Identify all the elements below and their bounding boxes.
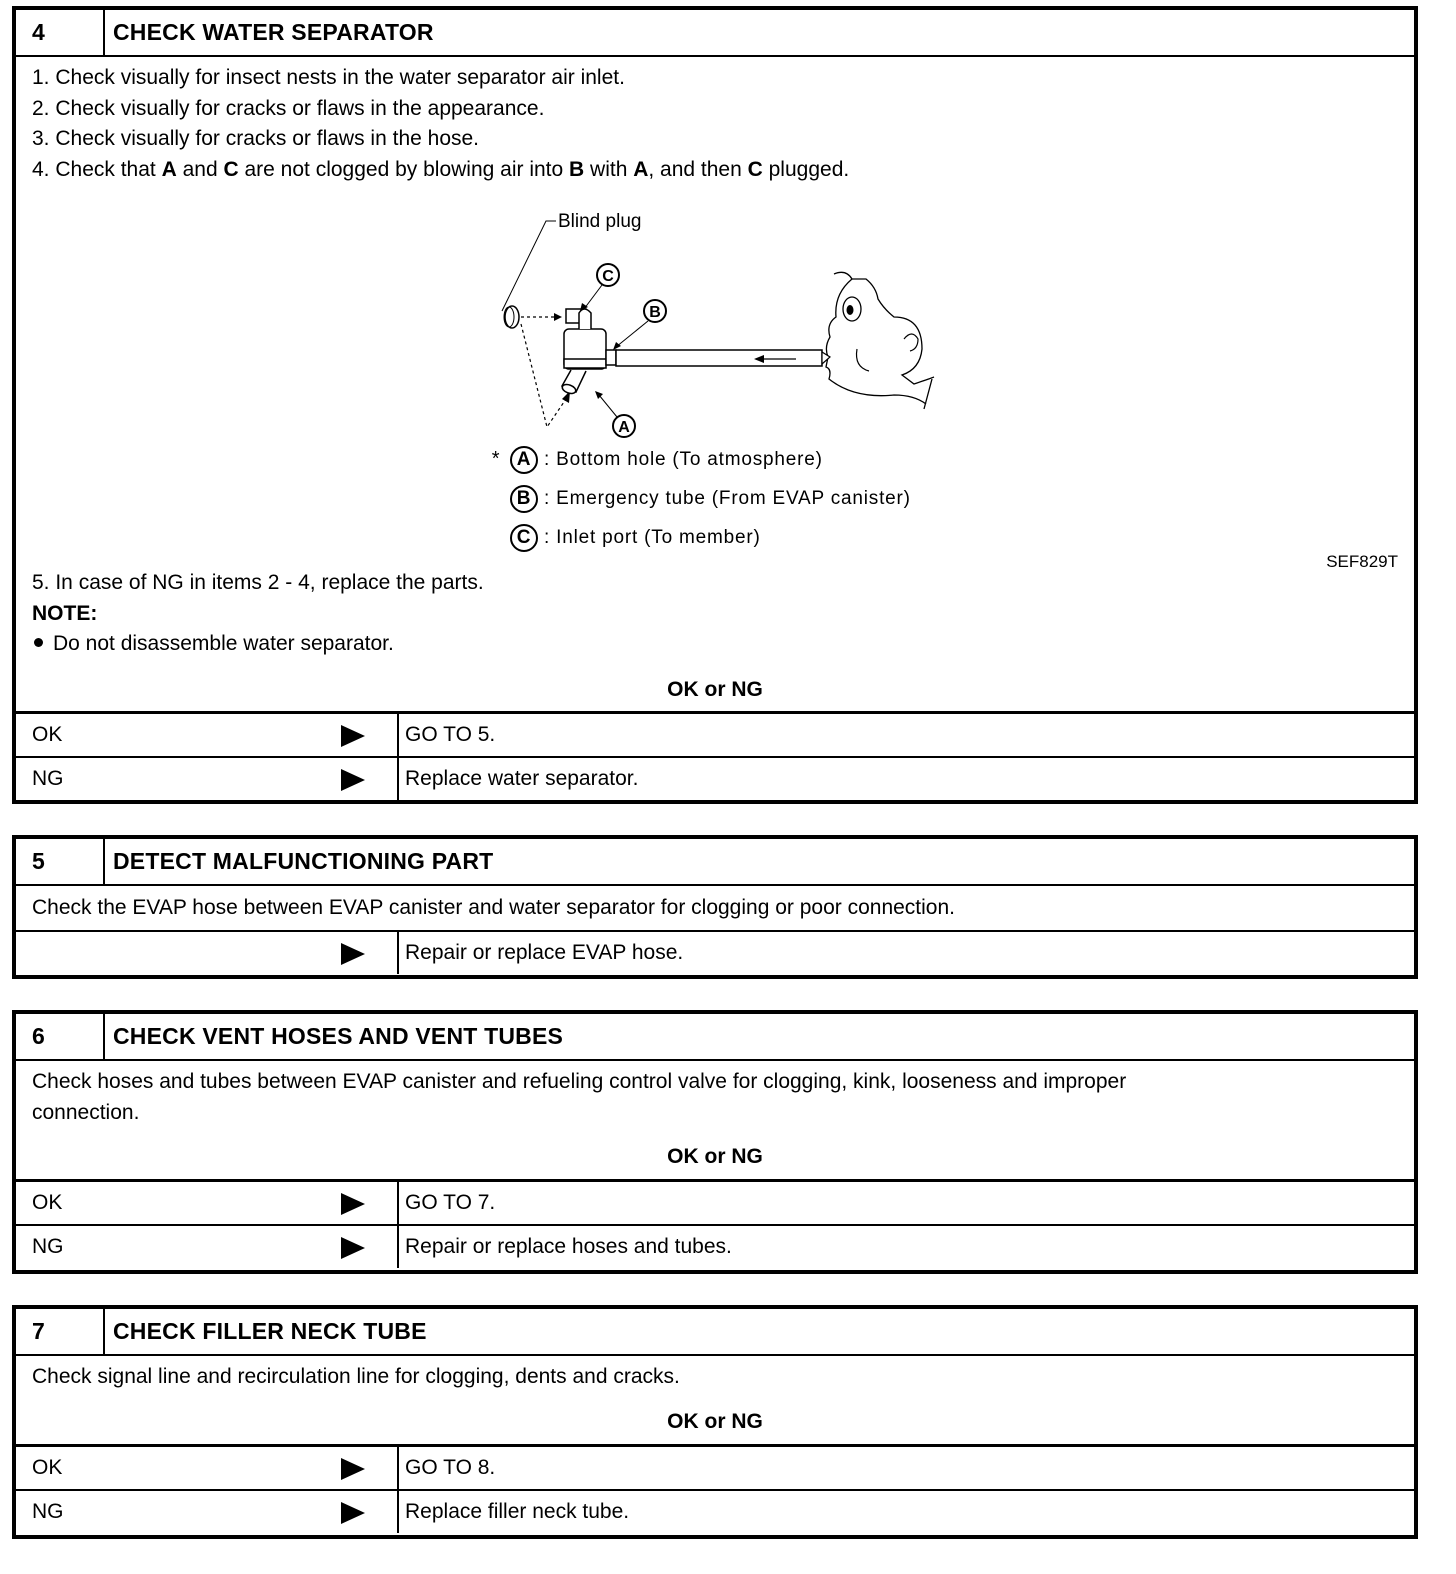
result-action: Repair or replace hoses and tubes. bbox=[405, 1235, 732, 1258]
bold-c: C bbox=[747, 157, 763, 181]
arrow-right-icon bbox=[341, 1502, 365, 1524]
step-4-results bbox=[16, 711, 1414, 800]
callout-a: A bbox=[618, 419, 630, 436]
note-item bbox=[32, 629, 1398, 660]
instruction-3: 3. Check visually for cracks or flaws in the hose. bbox=[32, 127, 480, 150]
step-7-header bbox=[16, 1309, 1414, 1356]
legend-item-c bbox=[482, 518, 911, 557]
step-4-box bbox=[12, 6, 1418, 804]
callout-c: C bbox=[602, 268, 614, 285]
step-title: DETECT MALFUNCTIONING PART bbox=[113, 848, 494, 874]
result-action: Repair or replace EVAP hose. bbox=[405, 941, 684, 964]
legend-text: : Emergency tube (From EVAP canister) bbox=[544, 487, 911, 509]
legend-text: : Inlet port (To member) bbox=[544, 526, 761, 548]
arrow-right-icon bbox=[341, 943, 365, 965]
step-4-footer-text bbox=[16, 568, 1414, 705]
step-4-header bbox=[16, 10, 1414, 57]
ok-or-ng-label: OK or NG bbox=[667, 1409, 763, 1433]
step-5-body bbox=[16, 886, 1414, 930]
ok-or-ng-label: OK or NG bbox=[667, 1145, 763, 1168]
blind-plug-label: Blind plug bbox=[558, 211, 642, 232]
result-row-ng bbox=[16, 1224, 1414, 1268]
result-label: NG bbox=[32, 1500, 64, 1523]
bold-b: B bbox=[569, 157, 585, 181]
result-row-ok bbox=[16, 1444, 1414, 1489]
ok-or-ng-label: OK or NG bbox=[667, 677, 763, 701]
result-row-ok bbox=[16, 711, 1414, 756]
result-row-ng bbox=[16, 756, 1414, 800]
instruction: Check signal line and recirculation line for clogging, dents and cracks. bbox=[32, 1365, 680, 1388]
water-separator-diagram bbox=[474, 199, 974, 449]
result-action: GO TO 8. bbox=[405, 1456, 496, 1479]
step-number: 7 bbox=[16, 1309, 105, 1354]
result-action: Replace filler neck tube. bbox=[405, 1500, 630, 1523]
result-row bbox=[16, 930, 1414, 974]
bold-c: C bbox=[223, 157, 239, 181]
arrow-right-icon bbox=[341, 725, 365, 747]
legend-item-b bbox=[482, 479, 911, 518]
bold-a: A bbox=[161, 157, 177, 181]
text: , and then bbox=[648, 157, 748, 181]
result-label: NG bbox=[32, 767, 64, 790]
result-row-ok bbox=[16, 1179, 1414, 1224]
bold-a: A bbox=[633, 157, 649, 181]
text: plugged. bbox=[762, 157, 850, 181]
arrow-right-icon bbox=[341, 769, 365, 791]
figure-code: SEF829T bbox=[1326, 552, 1398, 571]
step-5-header bbox=[16, 839, 1414, 886]
instruction-2: 2. Check visually for cracks or flaws in the appearance. bbox=[32, 96, 545, 120]
instruction-5: 5. In case of NG in items 2 - 4, replace the parts. bbox=[32, 571, 484, 594]
circle-c-icon: C bbox=[510, 524, 538, 552]
legend-text: : Bottom hole (To atmosphere) bbox=[544, 448, 823, 470]
arrow-right-icon bbox=[341, 1193, 365, 1215]
circle-b-icon: B bbox=[510, 485, 538, 513]
result-action: Replace water separator. bbox=[405, 767, 639, 790]
instruction-line-1: Check hoses and tubes between EVAP canister and refueling control valve for clogging, kink, looseness and improper bbox=[32, 1070, 1127, 1093]
diagram-legend bbox=[482, 440, 911, 557]
result-label: OK bbox=[32, 723, 63, 746]
legend-item-a bbox=[482, 440, 911, 479]
step-6-body bbox=[16, 1061, 1414, 1179]
note-text: Do not disassemble water separator. bbox=[53, 632, 394, 655]
step-number: 5 bbox=[16, 839, 105, 884]
instruction: Check the EVAP hose between EVAP canister and water separator for clogging or poor connection. bbox=[32, 896, 955, 919]
bullet-icon bbox=[34, 638, 43, 647]
step-number: 4 bbox=[16, 10, 105, 55]
text: are not clogged by blowing air into bbox=[238, 157, 570, 181]
callout-b: B bbox=[649, 304, 661, 321]
step-title: CHECK WATER SEPARATOR bbox=[113, 19, 434, 45]
text: with bbox=[584, 157, 634, 181]
step-7-box bbox=[12, 1305, 1418, 1539]
asterisk-icon: * bbox=[491, 448, 501, 470]
step-5-box bbox=[12, 835, 1418, 979]
result-row-ng bbox=[16, 1489, 1414, 1533]
result-label: NG bbox=[32, 1235, 64, 1258]
step-6-header bbox=[16, 1014, 1414, 1061]
circle-a-icon: A bbox=[510, 446, 538, 474]
text: and bbox=[176, 157, 224, 181]
step-number: 6 bbox=[16, 1014, 105, 1059]
instruction-line-2: connection. bbox=[32, 1100, 140, 1124]
step-6-box bbox=[12, 1010, 1418, 1274]
step-7-body bbox=[16, 1356, 1414, 1444]
arrow-right-icon bbox=[341, 1458, 365, 1480]
note-label: NOTE: bbox=[32, 601, 98, 625]
step-title: CHECK FILLER NECK TUBE bbox=[113, 1318, 427, 1344]
result-label: OK bbox=[32, 1456, 63, 1479]
text: 4. Check that bbox=[32, 157, 162, 181]
instruction-4 bbox=[32, 155, 1398, 186]
result-action: GO TO 7. bbox=[405, 1191, 496, 1214]
instruction-1: 1. Check visually for insect nests in the water separator air inlet. bbox=[32, 66, 625, 89]
result-label: OK bbox=[32, 1191, 63, 1214]
arrow-right-icon bbox=[341, 1237, 365, 1259]
step-title: CHECK VENT HOSES AND VENT TUBES bbox=[113, 1023, 564, 1049]
result-action: GO TO 5. bbox=[405, 723, 496, 746]
